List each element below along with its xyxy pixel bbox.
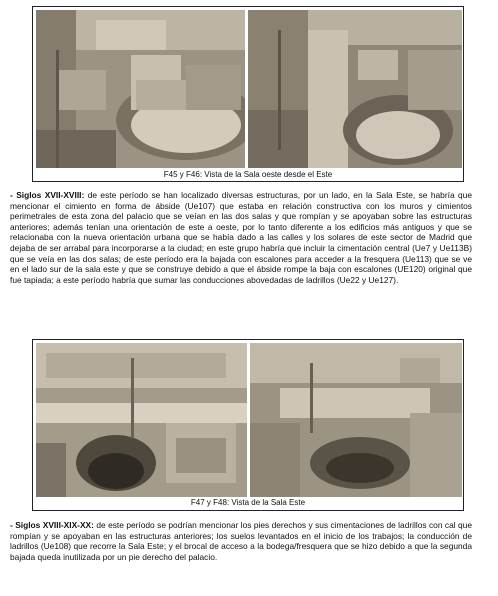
excavation-photo-west-right [248,10,462,168]
excavation-photo-east-right [250,343,462,497]
excavation-photo-east-left [36,343,247,497]
figure-west-room [32,6,464,182]
figure-caption: F45 y F46: Vista de la Sala oeste desde el Este [163,170,333,179]
figure-caption: F47 y F48: Vista de la Sala Este [190,498,306,507]
section-heading: - Siglos XVIII-XIX-XX: [10,520,94,530]
section-paragraph [10,520,472,562]
figure-east-room [32,339,464,511]
section-paragraph [10,190,472,285]
excavation-photo-west-left [36,10,245,168]
section-body: de este período se podrían mencionar los pies derechos y sus cimentaciones de ladrillos con cal que rompían y se apoyaban en las estructuras anteriores; los suelos levantados en el inicio de los trabajos; la conducción de ladrillos (Ue108) que recorre la Sala Este; y el brocal de acceso a la bodega/fresquera que se hizo debido a que la segunda bajada queda inutilizada por un pie derecho del palacio. [10,520,472,562]
section-heading: - Siglos XVII-XVIII: [10,190,85,200]
section-body: de este período se han localizado diversas estructuras, por un lado, en la Sala Este, se habría que mencionar el cimiento en forma de ábside (Ue107) que estaba en relación constructiva con los muros y cimientos perimetrales de esta zona del palacio que se veían en las dos salas y que rompían y se apoyaban sobre las estructuras anteriores; además tenían una orientación de este a oeste, por lo tanto diferente a los edificios más antiguos y que se relacionaba con la nueva orientación urbana que se había dado a las calles y los solares de este sector de Madrid que dejaba de ser arrabal para incorporarse a la ciudad; en este grupo habría que incluir la cimentación central (Ue7 y Ue113B) que se veía en las dos salas; de este período era la bajada con escalones para acceder a la fresquera (Ue113) que se ve en el lado sur de la sala este y que se construye debido a que el ábside rompe la baja con escalones (UE120) original que fue tapiada; a este período habría que sumar las conducciones abovedadas de ladrillos (Ue22 y Ue127). [10,190,472,285]
